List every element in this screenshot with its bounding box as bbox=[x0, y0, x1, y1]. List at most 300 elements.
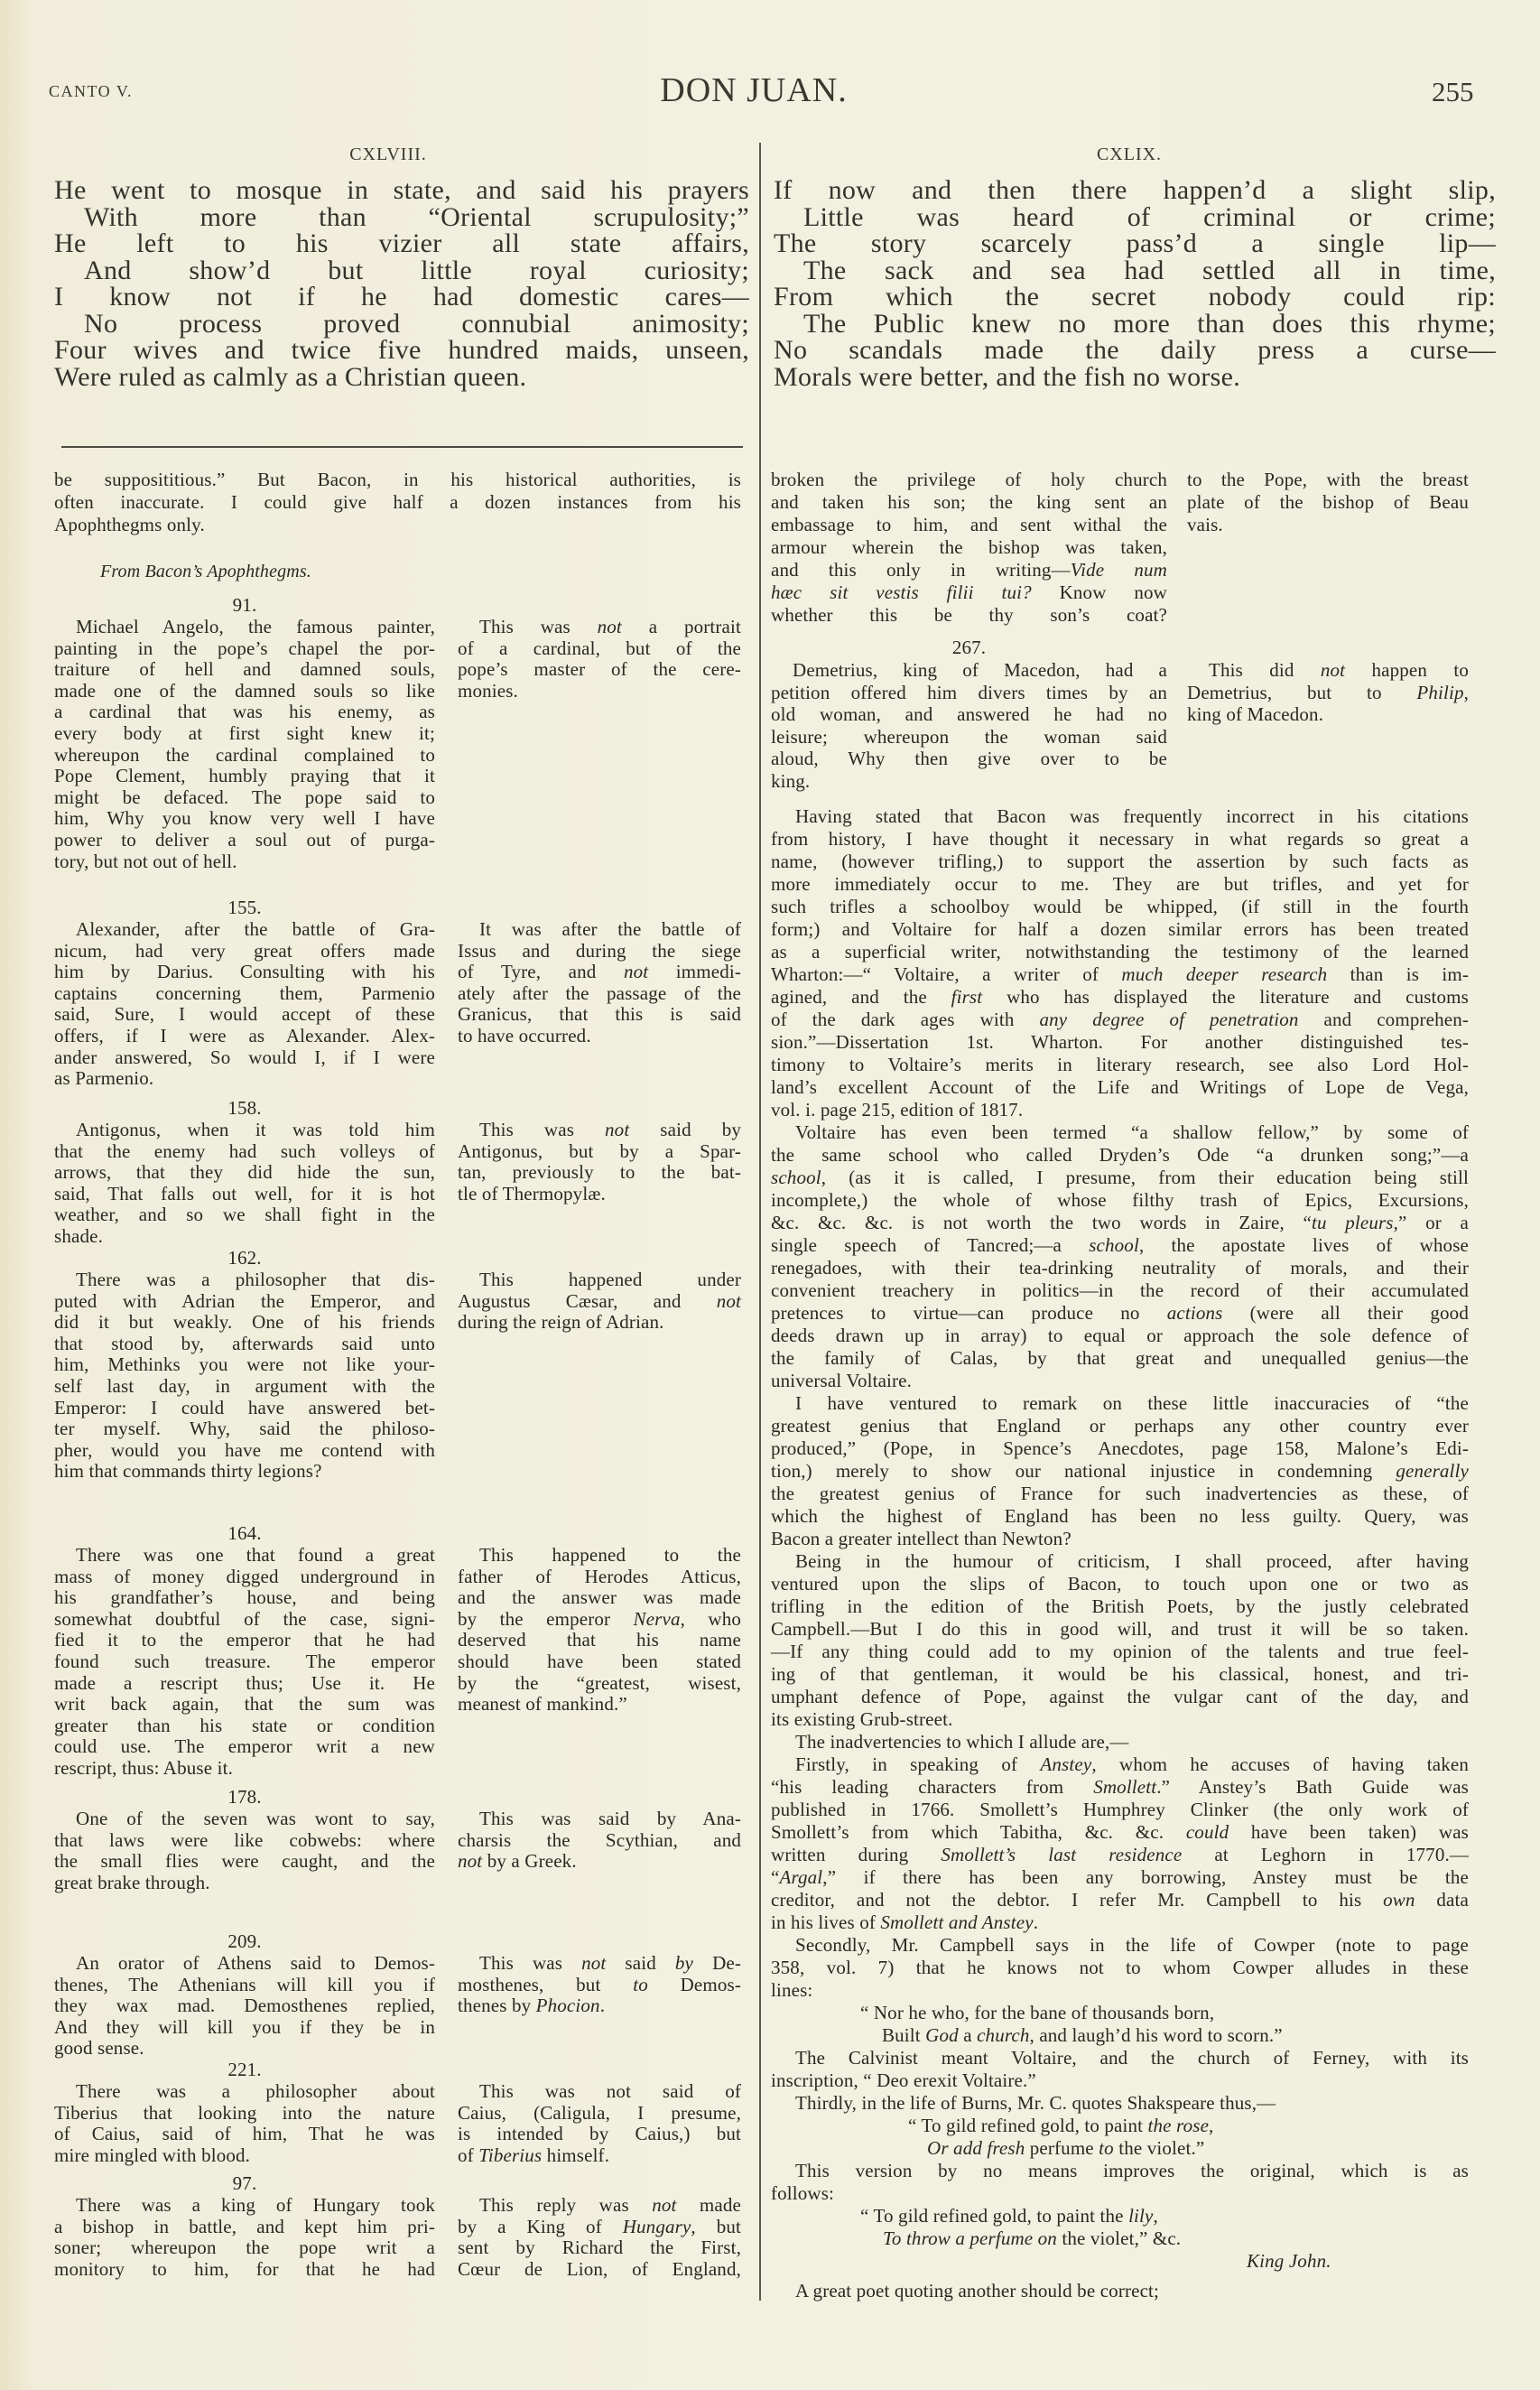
text-line: might be defaced. The pope said to bbox=[54, 786, 435, 808]
text-line: they wax mad. Demosthenes replied, bbox=[54, 1995, 435, 2017]
text-line: tle of Thermopylæ. bbox=[458, 1182, 606, 1204]
correction-text bbox=[458, 2195, 741, 2280]
text-line: and the answer was made bbox=[458, 1586, 741, 1609]
text-line: is intended by Caius,) but bbox=[458, 2123, 741, 2145]
text-segment: .” Anstey’s Bath Guide was bbox=[1156, 1776, 1469, 1798]
text-segment: the violet,” &c. bbox=[1056, 2227, 1182, 2249]
text-line bbox=[458, 1851, 741, 1873]
correction-text bbox=[458, 1953, 741, 2060]
text-line: deserved that his name bbox=[458, 1629, 741, 1651]
text-line: Emperor: I could have answered bet- bbox=[54, 1396, 435, 1418]
text-line: published in 1766. Smollett’s Humphrey Clinker (the only work of bbox=[771, 1799, 1469, 1820]
italic-text: not bbox=[652, 2194, 677, 2216]
text-line bbox=[771, 1009, 1469, 1031]
text-line: shade. bbox=[54, 1224, 103, 1247]
text-line: self last day, in argument with the bbox=[54, 1374, 435, 1397]
text-line bbox=[1187, 682, 1469, 704]
text-segment: De- bbox=[693, 1952, 741, 1974]
apophthegm-entry bbox=[54, 594, 741, 872]
apophthegm-text bbox=[54, 1809, 435, 1893]
text-segment: of the dark ages with bbox=[771, 1009, 1040, 1030]
text-line: trifling in the edition of the British Poets, by the justly celebrated bbox=[771, 1595, 1469, 1617]
text-segment: the violet.” bbox=[1113, 2137, 1205, 2159]
italic-text: Vide num bbox=[1070, 559, 1167, 581]
text-segment: single speech of Tancred;—a bbox=[771, 1234, 1090, 1256]
text-line: inscription, “ Deo erexit Voltaire.” bbox=[771, 2069, 1036, 2091]
text-line: There was a king of Hungary took bbox=[76, 2194, 435, 2216]
text-segment: perfume bbox=[1025, 2137, 1099, 2159]
text-line: pher, would you have me contend with bbox=[54, 1438, 435, 1461]
entry-number: 155. bbox=[227, 897, 262, 918]
text-segment: , and laugh’d his word to scorn.” bbox=[1029, 2024, 1283, 2046]
italic-text: actions bbox=[1166, 1302, 1223, 1324]
para-block bbox=[771, 1121, 1469, 1392]
text-line bbox=[771, 1844, 1469, 1866]
entry-number: 91. bbox=[232, 594, 257, 616]
text-line: king. bbox=[771, 769, 811, 792]
text-line: to the Pope, with the breast bbox=[1187, 469, 1469, 490]
text-line: timony to Voltaire’s merits in literary research, see also Lord Hol- bbox=[771, 1054, 1469, 1075]
text-line bbox=[458, 1609, 741, 1631]
stanza-number: CXLIX. bbox=[1096, 144, 1163, 164]
italic-text: own bbox=[1383, 1889, 1415, 1911]
text-line: puted with Adrian the Emperor, and bbox=[54, 1289, 435, 1312]
text-line: Morals were better, and the fish no worse. bbox=[774, 361, 1241, 392]
text-line: No process proved connubial animosity; bbox=[84, 308, 749, 339]
text-line: of Caius, said of him, That he was bbox=[54, 2123, 435, 2145]
text-segment: tion,) merely to show our national injustice in condemning bbox=[771, 1460, 1396, 1482]
text-line: which the highest of England has been no less guilty. Query, was bbox=[771, 1505, 1469, 1527]
text-line bbox=[1187, 659, 1469, 682]
text-line: There was a philosopher about bbox=[76, 2080, 435, 2102]
text-segment: “ To gild refined gold, to paint the bbox=[860, 2205, 1129, 2227]
apophthegm-entry bbox=[54, 1522, 741, 1780]
apophthegm-text bbox=[54, 919, 435, 1090]
text-segment: a bbox=[958, 2024, 978, 2046]
text-line: more immediately occur to me. They are but trifles, and yet for bbox=[771, 873, 1469, 895]
text-segment: This was bbox=[479, 1119, 606, 1140]
italic-text: not bbox=[716, 1289, 741, 1312]
attribution-block bbox=[771, 2250, 1469, 2273]
entry-number: 162. bbox=[227, 1247, 262, 1269]
text-line bbox=[771, 1866, 1469, 1889]
italic-text: not bbox=[623, 961, 649, 983]
text-segment: This was bbox=[479, 1952, 582, 1974]
text-line bbox=[771, 1753, 1469, 1776]
apophthegm-text bbox=[54, 1269, 435, 1483]
text-line: said, Sure, I would accept of these bbox=[54, 1003, 435, 1026]
text-line bbox=[771, 2227, 1469, 2250]
text-line bbox=[771, 1212, 1469, 1234]
text-line: weather, and so we shall fight in the bbox=[54, 1204, 435, 1226]
text-segment: at Leghorn in 1770.— bbox=[1182, 1844, 1470, 1865]
correction-text bbox=[1187, 469, 1469, 627]
text-line: renegadoes, with their tea-drinking neutrality of morals, and their bbox=[771, 1257, 1469, 1279]
text-line bbox=[458, 2195, 741, 2217]
italic-text: much deeper research bbox=[1121, 963, 1328, 985]
para-block bbox=[771, 1753, 1469, 1934]
text-line: monies. bbox=[458, 679, 518, 702]
text-line: There was one that found a great bbox=[76, 1544, 435, 1566]
text-line: incomplete,) the whole of whose filthy trash of Epics, Excursions, bbox=[771, 1189, 1469, 1211]
text-segment: Demos- bbox=[647, 1973, 741, 1995]
correction-text bbox=[458, 2081, 741, 2166]
italic-text: God bbox=[925, 2024, 959, 2046]
text-line: the family of Calas, by that great and unequalled genius—the bbox=[771, 1347, 1469, 1369]
text-line: the small flies were caught, and the bbox=[54, 1850, 435, 1873]
entry-number: 164. bbox=[227, 1522, 262, 1544]
text-line: during the reign of Adrian. bbox=[458, 1311, 664, 1334]
text-segment: himself. bbox=[542, 2144, 610, 2166]
text-line bbox=[771, 1911, 1469, 1934]
italic-text: generally bbox=[1396, 1460, 1469, 1482]
text-line: his grandfather’s house, and being bbox=[54, 1586, 435, 1609]
text-segment: creditor, and not the debtor. I refer Mr. Campbell to his bbox=[771, 1889, 1384, 1911]
text-line: Voltaire has even been termed “a shallow fellow,” by some of bbox=[795, 1121, 1469, 1143]
text-segment: Demetrius, but to bbox=[1187, 681, 1417, 703]
text-line: him that commands thirty legions? bbox=[54, 1460, 322, 1483]
text-line: Thirdly, in the life of Burns, Mr. C. quotes Shakspeare thus,— bbox=[795, 2092, 1276, 2114]
italic-text: to bbox=[1099, 2137, 1114, 2159]
text-line: did it but weakly. One of his friends bbox=[54, 1311, 435, 1334]
italic-text: church bbox=[977, 2024, 1030, 2046]
verse-block bbox=[771, 2002, 1469, 2047]
apophthegm-text bbox=[54, 2081, 435, 2166]
text-line: as a superficial writer, notwithstanding the testimony of the learned bbox=[771, 941, 1469, 963]
text-segment: Smollett’s from which Tabitha, &c. &c. bbox=[771, 1821, 1186, 1843]
italic-text: To throw a perfume on bbox=[883, 2227, 1057, 2249]
text-line: Little was heard of criminal or crime; bbox=[803, 201, 1496, 232]
italic-text: Smollett’s last residence bbox=[941, 1844, 1183, 1865]
text-line: Cœur de Lion, of England, bbox=[458, 2257, 741, 2280]
stanza-number: CXLVIII. bbox=[349, 144, 427, 164]
text-line bbox=[458, 1975, 741, 1996]
text-line: soner; whereupon the pope writ a bbox=[54, 2237, 435, 2259]
italic-text: not bbox=[597, 616, 622, 637]
text-segment: have been taken) was bbox=[1229, 1821, 1469, 1843]
apophthegm-text bbox=[54, 1120, 435, 1248]
entry-267 bbox=[771, 637, 1469, 793]
text-line: that laws were like cobwebs: where bbox=[54, 1828, 435, 1851]
text-line: lines: bbox=[771, 1979, 813, 2001]
italic-text: Philip bbox=[1416, 681, 1464, 703]
text-line bbox=[458, 1953, 741, 1975]
text-line bbox=[771, 581, 1167, 604]
text-segment: of Tyre, and bbox=[458, 961, 624, 983]
text-line: traiture of hell and damned souls, bbox=[54, 658, 435, 681]
apophthegm-text bbox=[771, 659, 1167, 793]
correction-text bbox=[1187, 659, 1469, 793]
text-line: writ back again, that the sum was bbox=[54, 1693, 435, 1716]
text-segment: data bbox=[1415, 1889, 1469, 1911]
text-line: Issus and during the siege bbox=[458, 939, 741, 962]
text-segment: , whom he accuses of having taken bbox=[1091, 1753, 1469, 1775]
note-intro bbox=[54, 469, 741, 536]
text-line: whether this be thy son’s coat? bbox=[771, 604, 1167, 626]
text-segment: who has displayed the literature and customs bbox=[982, 986, 1469, 1008]
text-line: him, Methinks you were not like your- bbox=[54, 1353, 435, 1376]
text-line: tory, but not out of hell. bbox=[54, 850, 237, 872]
correction-text bbox=[458, 919, 741, 1090]
text-line: universal Voltaire. bbox=[771, 1370, 913, 1391]
para-block bbox=[771, 2160, 1469, 2205]
text-line: The inadvertencies to which I allude are,— bbox=[795, 1731, 1129, 1753]
text-line bbox=[771, 2137, 1469, 2160]
correction-text bbox=[458, 617, 741, 872]
text-segment: in his lives of bbox=[771, 1911, 881, 1933]
text-segment: Know now bbox=[1031, 581, 1167, 603]
text-line: And show’d but little royal curiosity; bbox=[84, 255, 749, 285]
column-divider bbox=[759, 143, 761, 2301]
apophthegm-text bbox=[771, 469, 1167, 627]
text-line: deeds drawn up in array) to equal or approach the sole defence of bbox=[771, 1325, 1469, 1346]
para-block bbox=[771, 2280, 1469, 2302]
text-segment: , bbox=[1463, 681, 1469, 703]
italic-text: Anstey bbox=[1040, 1753, 1092, 1775]
text-line: name, (however trifling,) to support the assertion by such facts as bbox=[771, 851, 1469, 872]
text-line: leisure; whereupon the woman said bbox=[771, 725, 1167, 748]
text-line: petition offered him divers times by an bbox=[771, 681, 1167, 703]
text-line: Secondly, Mr. Campbell says in the life of Cowper (note to page bbox=[795, 1934, 1469, 1956]
text-line: Apophthegms only. bbox=[54, 514, 205, 535]
italic-text: lily bbox=[1128, 2205, 1154, 2227]
text-line: vais. bbox=[1187, 514, 1223, 535]
text-line: tan, previously to the bat- bbox=[458, 1161, 741, 1184]
text-line bbox=[771, 559, 1167, 581]
text-line bbox=[458, 962, 741, 983]
text-line: whereupon the cardinal complained to bbox=[54, 743, 435, 766]
text-line: a bishop in battle, and kept him pri- bbox=[54, 2215, 435, 2237]
italic-text: Smollett bbox=[1093, 1776, 1157, 1798]
text-line: umphant defence of Pope, against the vulgar cant of the day, and bbox=[771, 1686, 1469, 1707]
text-line: With more than “Oriental scrupulosity;” bbox=[84, 201, 749, 232]
text-line: should have been stated bbox=[458, 1650, 741, 1672]
correction-text bbox=[458, 1545, 741, 1780]
text-line: father of Herodes Atticus, bbox=[458, 1565, 741, 1587]
entry-97-continued bbox=[771, 469, 1469, 627]
text-segment: happen to bbox=[1345, 659, 1469, 681]
text-line bbox=[771, 2024, 1469, 2047]
text-segment: pretences to virtue—can produce no bbox=[771, 1302, 1167, 1324]
para-block bbox=[771, 1934, 1469, 2002]
text-line: I have ventured to remark on these little inaccuracies of “the bbox=[795, 1392, 1469, 1414]
apophthegm-entry bbox=[54, 1247, 741, 1483]
italic-text: could bbox=[1185, 1821, 1229, 1843]
text-line: Granicus, that this is said bbox=[458, 1003, 741, 1026]
text-segment: This reply was bbox=[479, 2194, 653, 2216]
apophthegm-text bbox=[54, 1953, 435, 2060]
text-line: follows: bbox=[771, 2182, 835, 2204]
text-line: meanest of mankind.” bbox=[458, 1693, 627, 1716]
text-segment: said bbox=[606, 1952, 675, 1974]
text-line bbox=[458, 2145, 741, 2167]
text-segment: said by bbox=[629, 1119, 742, 1140]
text-line: If now and then there happen’d a slight slip, bbox=[774, 175, 1496, 205]
text-line: An orator of Athens said to Demos- bbox=[76, 1952, 435, 1974]
text-line bbox=[771, 986, 1469, 1009]
italic-text: to bbox=[633, 1973, 648, 1995]
text-line: He left to his vizier all state affairs, bbox=[54, 228, 749, 258]
text-line: to have occurred. bbox=[458, 1024, 591, 1046]
text-line: and taken his son; the king sent an bbox=[771, 491, 1167, 513]
verse-block bbox=[771, 2205, 1469, 2250]
entry-number: 221. bbox=[227, 2059, 262, 2080]
para-block bbox=[771, 1731, 1469, 1753]
para-block bbox=[771, 1392, 1469, 1550]
text-line: Pope Clement, humbly praying that it bbox=[54, 765, 435, 787]
text-line: arrows, that they did hide the sun, bbox=[54, 1161, 435, 1184]
text-line: greatest genius that England or perhaps any other country ever bbox=[771, 1415, 1469, 1437]
text-line: as Parmenio. bbox=[54, 1067, 154, 1090]
text-line: mass of money digged underground in bbox=[54, 1565, 435, 1587]
italic-text: Phocion bbox=[535, 1995, 600, 2017]
verse-block bbox=[771, 2115, 1469, 2160]
text-line: Caius, (Caligula, I presume, bbox=[458, 2101, 741, 2124]
text-line: could use. The emperor writ a new bbox=[54, 1735, 435, 1758]
text-segment: , the apostate lives of whose bbox=[1138, 1234, 1469, 1256]
para-block bbox=[771, 2047, 1469, 2092]
italic-text: Argal bbox=[779, 1866, 823, 1888]
text-line: Alexander, after the battle of Gra- bbox=[76, 918, 435, 940]
text-line: This version by no means improves the original, which is as bbox=[795, 2160, 1469, 2181]
text-line: every body at first sight knew it; bbox=[54, 721, 435, 744]
text-segment: immedi- bbox=[648, 961, 742, 983]
text-line bbox=[458, 2217, 741, 2238]
text-segment: This did bbox=[1209, 659, 1321, 681]
footnote-rule bbox=[61, 446, 743, 448]
text-line: be supposititious.” But Bacon, in his historical authorities, is bbox=[54, 469, 741, 490]
text-line: Tiberius that looking into the nature bbox=[54, 2101, 435, 2124]
text-line: the greatest genius of France for such inadvertencies as these, of bbox=[771, 1483, 1469, 1504]
text-line: ing of that gentleman, it would be his classical, honest, and tri- bbox=[771, 1663, 1469, 1685]
text-segment: Augustus Cæsar, and bbox=[458, 1289, 717, 1312]
text-line: Antigonus, but by a Spar- bbox=[458, 1139, 741, 1162]
text-line bbox=[771, 1460, 1469, 1483]
text-line: found such treasure. The emperor bbox=[54, 1650, 435, 1672]
text-line: Antigonus, when it was told him bbox=[76, 1119, 435, 1140]
text-line: fied it to the emperor that he had bbox=[54, 1629, 435, 1651]
text-segment: Built bbox=[882, 2024, 926, 2046]
italic-text: school bbox=[1089, 1234, 1139, 1256]
text-line bbox=[771, 1302, 1469, 1325]
text-line bbox=[771, 1821, 1469, 1844]
italic-text: any degree of penetration bbox=[1039, 1009, 1299, 1030]
entry-number: 178. bbox=[227, 1786, 262, 1808]
text-line: Campbell.—But I do this in good will, and trust it will be so taken. bbox=[771, 1618, 1469, 1640]
text-line: The story scarcely pass’d a single lip— bbox=[774, 228, 1496, 258]
text-line: produced,” (Pope, in Spence’s Anecdotes, page 158, Malone’s Edi- bbox=[771, 1437, 1469, 1459]
text-line: old woman, and answered he had no bbox=[771, 703, 1167, 726]
text-segment: by the emperor bbox=[458, 1607, 634, 1630]
text-line: ventured upon the slips of Bacon, to touch upon one or two as bbox=[771, 1573, 1469, 1595]
text-line: This happened under bbox=[479, 1269, 741, 1290]
text-line: Being in the humour of criticism, I shall proceed, after having bbox=[795, 1550, 1469, 1572]
text-line: thenes, The Athenians will kill you if bbox=[54, 1973, 435, 1995]
text-line: Demetrius, king of Macedon, had a bbox=[793, 659, 1167, 681]
text-segment: by a Greek. bbox=[482, 1850, 577, 1873]
text-line: Having stated that Bacon was frequently incorrect in his citations bbox=[795, 805, 1469, 827]
note-body bbox=[771, 805, 1469, 2302]
text-line bbox=[771, 1889, 1469, 1911]
text-segment: of bbox=[458, 2144, 479, 2166]
para-block bbox=[771, 1550, 1469, 1731]
text-segment: Firstly, in speaking of bbox=[795, 1753, 1041, 1775]
text-line: convenient treachery in politics—in the record of their accumulated bbox=[771, 1279, 1469, 1301]
text-segment: &c. &c. &c. is not worth the two words in Zaire, “ bbox=[771, 1212, 1312, 1233]
text-line: the same school who called Dryden’s Ode “a drunken song;”—a bbox=[771, 1144, 1469, 1166]
text-segment: than is im- bbox=[1327, 963, 1470, 985]
apophthegm-text bbox=[54, 2195, 435, 2280]
text-line: by the “greatest, wisest, bbox=[458, 1671, 741, 1694]
text-line: The Public knew no more than does this rhyme; bbox=[803, 308, 1496, 339]
apophthegm-entry bbox=[54, 1786, 741, 1893]
correction-text bbox=[458, 1269, 741, 1483]
text-segment: ,” if there has been any borrowing, Anstey must be the bbox=[822, 1866, 1469, 1888]
italic-text: Nerva bbox=[633, 1607, 681, 1630]
text-line: This happened to the bbox=[479, 1544, 741, 1566]
text-line: often inaccurate. I could give half a dozen instances from his bbox=[54, 491, 741, 513]
text-line: King John. bbox=[1247, 2250, 1331, 2272]
source-heading: From Bacon’s Apophthegms. bbox=[100, 562, 311, 581]
text-line: The sack and sea had settled all in time, bbox=[803, 255, 1496, 285]
text-line: This was not said of bbox=[479, 2080, 741, 2102]
text-line: From which the secret nobody could rip: bbox=[774, 282, 1496, 312]
italic-text: hæc sit vestis filii tui? bbox=[771, 581, 1032, 603]
text-line: aloud, Why then give over to be bbox=[771, 748, 1167, 770]
apophthegm-text bbox=[54, 617, 435, 872]
text-line: mire mingled with blood. bbox=[54, 2144, 251, 2166]
text-line: —If any thing could add to my opinion of the talents and true feel- bbox=[771, 1641, 1469, 1662]
text-line: embassage to him, and sent withal the bbox=[771, 514, 1167, 535]
running-head-title: DON JUAN. bbox=[660, 71, 848, 109]
italic-text: Smollett and Anstey bbox=[880, 1911, 1034, 1933]
apophthegm-entry bbox=[54, 897, 741, 1090]
text-line: Were ruled as calmly as a Christian queen. bbox=[54, 361, 527, 392]
text-line: land’s excellent Account of the Life and Writings of Lope de Vega, bbox=[771, 1076, 1469, 1098]
text-segment: , but bbox=[691, 2215, 741, 2237]
page-number: 255 bbox=[1432, 76, 1474, 107]
text-segment: . bbox=[1033, 1911, 1039, 1933]
text-line: greater than his state or condition bbox=[54, 1714, 435, 1736]
text-line: ter myself. Why, said the philoso- bbox=[54, 1418, 435, 1440]
text-line: ander answered, So would I, if I were bbox=[54, 1046, 435, 1068]
text-segment: written during bbox=[771, 1844, 942, 1865]
text-line: vol. i. page 215, edition of 1817. bbox=[771, 1099, 1024, 1121]
text-line bbox=[458, 1291, 741, 1313]
text-line: said, That falls out well, for it is hot bbox=[54, 1182, 435, 1204]
text-line: captains concerning them, Parmenio bbox=[54, 981, 435, 1004]
text-line bbox=[458, 1995, 741, 2017]
apophthegm-entry bbox=[54, 1097, 741, 1248]
text-line: made one of the damned souls so like bbox=[54, 679, 435, 702]
text-line: ately after the passage of the bbox=[458, 981, 741, 1004]
italic-text: the rose bbox=[1147, 2115, 1210, 2136]
text-line bbox=[771, 963, 1469, 986]
entry-number: 97. bbox=[232, 2172, 257, 2194]
running-head-canto: CANTO V. bbox=[49, 82, 134, 100]
text-line: sent by Richard the First, bbox=[458, 2237, 741, 2259]
italic-text: not bbox=[1320, 659, 1346, 681]
text-segment: a portrait bbox=[621, 616, 741, 637]
text-line: It was after the battle of bbox=[479, 918, 741, 940]
text-line: There was a philosopher that dis- bbox=[76, 1269, 435, 1290]
text-line: offers, if I were as Alexander. Alex- bbox=[54, 1024, 435, 1046]
text-segment: , bbox=[1153, 2205, 1158, 2227]
text-line: great brake through. bbox=[54, 1871, 210, 1893]
italic-text: not bbox=[581, 1952, 607, 1974]
text-line: pope’s master of the cere- bbox=[458, 658, 741, 681]
text-segment: mosthenes, but bbox=[458, 1973, 634, 1995]
